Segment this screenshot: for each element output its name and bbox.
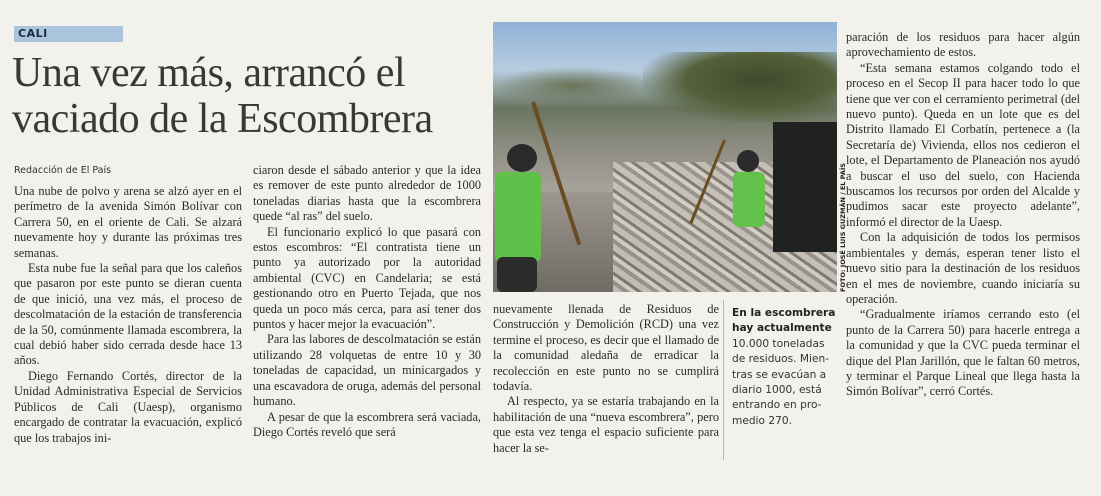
paragraph: Una nube de polvo y arena se alzó ayer en el perímetro de la avenida Simón Bolívar con Carrera 50, en el oriente de Cali. Se alzará nuevamente hoy y durante las próximas tres semanas. (14, 184, 242, 260)
paragraph: ciaron desde el sábado anterior y que la idea es remover de este punto alrededor de 1000 toneladas diarias hasta que la escombrera quede “al ras” del suelo. (253, 163, 481, 224)
byline: Redacción de El País (14, 165, 112, 176)
worker-green-shirt (495, 172, 541, 262)
section-tag: CALI (14, 26, 123, 42)
caption-line: de residuos. Mien- (732, 353, 830, 366)
headline-line-2: vaciado de la Escombrera (12, 96, 433, 142)
caption-line: tras se evacúan a (732, 368, 827, 381)
headline-line-1: Una vez más, arrancó el (12, 50, 406, 96)
worker-head (507, 144, 537, 172)
column-divider (723, 300, 724, 460)
paragraph: Esta nube fue la señal para que los caleños que pasaron por este punto se dieran cuenta de que inició, una vez más, el proceso de descolmatación de la estación de transferencia de la 50, comúnmente llamada escombrera, la cual debió haber sido cerrada desde hace 13 años. (14, 261, 242, 368)
article-column-2 (253, 163, 481, 440)
caption-line: 10.000 toneladas (732, 337, 825, 350)
paragraph: “Gradualmente iríamos cerrando esto (el punto de la Carrera 50) para hacerle entrega a la comunidad y que la CVC pueda terminar el dique del Plan Jarillón, que le faltan 60 metros, y terminar el Parque Lineal que llega hasta la Simón Bolívar”, cerró Cortés. (846, 307, 1080, 399)
photo-background-trees (493, 66, 653, 106)
photo-credit: FOTO: JOSÉ LUIS GUZMÁN / EL PAÍS (839, 163, 847, 292)
article-column-4 (846, 30, 1080, 400)
paragraph: Con la adquisición de todos los permisos ambientales y demás, esperan tener listo el nuevo sitio para la destinación de los residuos en el mes de noviembre, cuando iniciaría su operación. (846, 230, 1080, 306)
photo-trees (643, 52, 837, 122)
news-photo (493, 22, 837, 292)
worker-legs (497, 257, 537, 292)
headline (12, 50, 487, 142)
paragraph: Para las labores de descolmatación se están utilizando 28 volquetas de entre 10 y 30 toneladas de capacidad, un minicargados y una escavadora de oruga, además del personal humano. (253, 332, 481, 409)
article-column-3 (493, 302, 719, 456)
worker-green-shirt (733, 172, 765, 227)
paragraph: A pesar de que la escombrera será vaciada, Diego Cortés reveló que será (253, 409, 481, 439)
paragraph: Al respecto, ya se estaría trabajando en la habilitación de una “nueva escombrera”, pero que esta vez tenga el espacio suficiente para hacer la se- (493, 394, 719, 455)
caption-line: diario 1000, está (732, 384, 822, 397)
worker-head (737, 150, 759, 172)
paragraph: paración de los residuos para hacer algún aprovechamiento de estos. (846, 30, 1080, 60)
paragraph: El funcionario explicó lo que pasará con estos escombros: “El contratista tiene un punto ya autorizado por la autoridad ambiental (CVC) en Candelaria; se está gestionando otro en Puerto Tejada, que nos queda un poco más cerca, para así tener dos puntos y hacer mejor la evacuación”. (253, 224, 481, 332)
article-column-1 (14, 184, 242, 446)
photo-caption (732, 306, 836, 429)
paragraph: Diego Fernando Cortés, director de la Unidad Administrativa Especial de Servicios Públicos de Cali (Uaesp), organismo encargado de contratar la evacuación, explicó que los trabajos ini- (14, 368, 242, 445)
paragraph: “Esta semana estamos colgando todo el proceso en el Secop II para hacer todo lo que tiene que ver con el cerramiento perimetral (del nuevo punto). Queda en un lote que es del Distrito llamado El Corbatín, pertenece a (la Secretaría de) Vivienda, ellos nos cedieron el lote, el Departamento de Planeación nos ayudó a buscar el uso del suelo, con Hacienda buscamos los recursos por orden del Alcalde y pudimos sacar este proyecto adelante”, informó el director de la Uaesp. (846, 60, 1080, 229)
caption-line: entrando en pro- (732, 399, 822, 412)
photo-dark-wall (773, 122, 837, 252)
paragraph: nuevamente llenada de Residuos de Construcción y Demolición (RCD) una vez termine el proceso, es decir que el llamado de la comunidad aledaña de erradicar la recolección en este punto no se cumplirá todavía. (493, 302, 719, 394)
caption-heading: En la escombrera (732, 307, 836, 319)
caption-line: medio 270. (732, 414, 792, 427)
caption-heading: hay actualmente (732, 322, 832, 335)
